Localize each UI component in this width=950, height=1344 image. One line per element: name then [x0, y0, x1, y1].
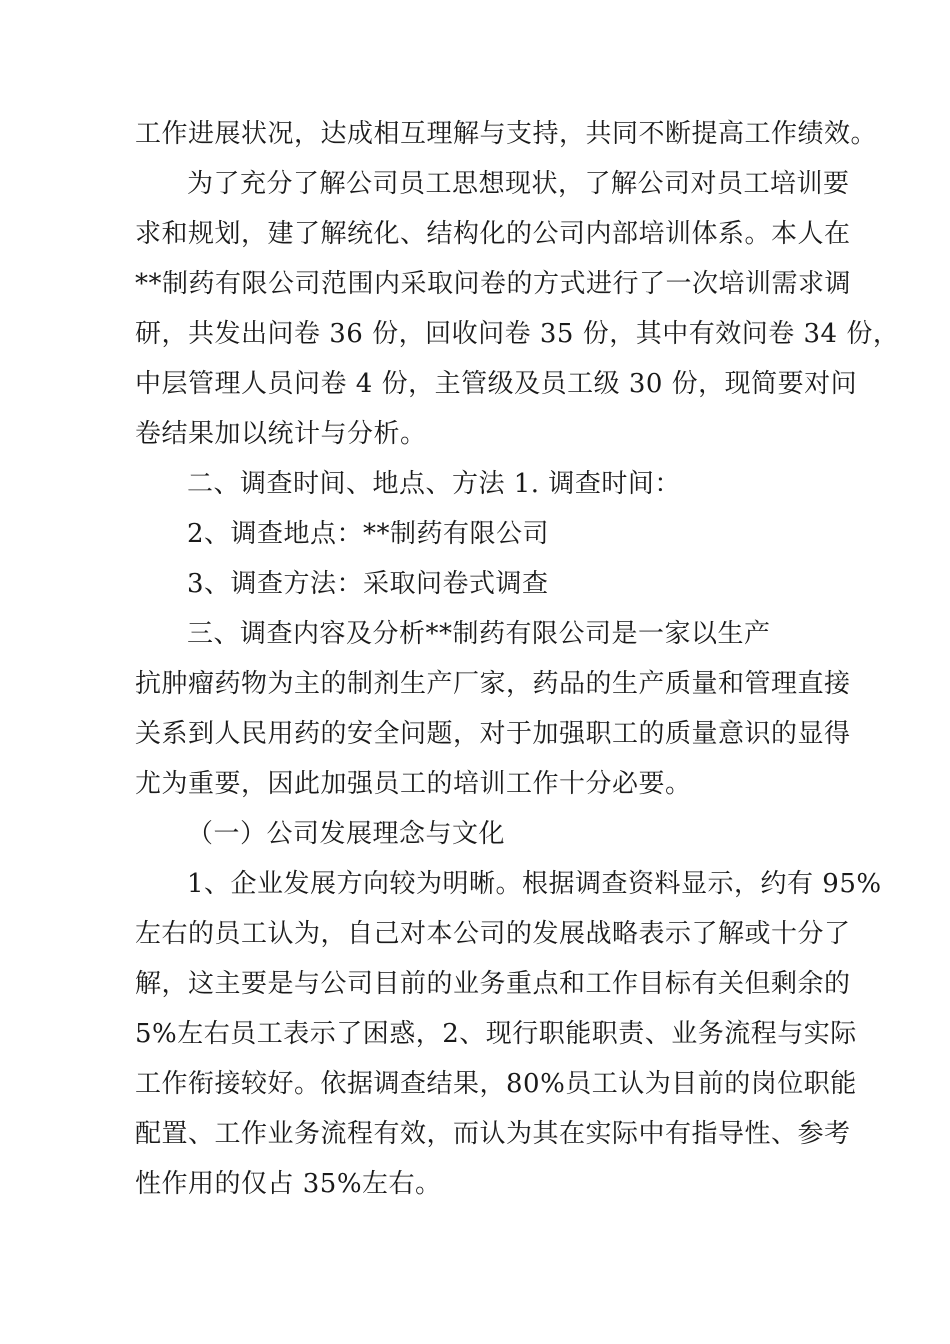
text-line: 中层管理人员问卷 4 份，主管级及员工级 30 份，现简要对问 — [135, 369, 858, 399]
text-line: 5%左右员工表示了困惑，2、现行职能职责、业务流程与实际 — [135, 1019, 857, 1049]
text-line: 工作进展状况，达成相互理解与支持，共同不断提高工作绩效。 — [135, 119, 878, 149]
text-line: 抗肿瘤药物为主的制剂生产厂家，药品的生产质量和管理直接 — [135, 669, 851, 699]
section-heading: 三、调查内容及分析**制药有限公司是一家以生产 — [187, 619, 771, 649]
text-line: **制药有限公司范围内采取问卷的方式进行了一次培训需求调 — [135, 269, 852, 299]
section-heading: 二、调查时间、地点、方法 1. 调查时间： — [187, 469, 681, 499]
text-line: 为了充分了解公司员工思想现状，了解公司对员工培训要 — [187, 169, 850, 199]
text-line: 解，这主要是与公司目前的业务重点和工作目标有关但剩余的 — [135, 969, 851, 999]
text-line: 1、企业发展方向较为明晰。根据调查资料显示，约有 95% — [187, 869, 882, 899]
text-line: 尤为重要，因此加强员工的培训工作十分必要。 — [135, 769, 692, 799]
text-line: 性作用的仅占 35%左右。 — [135, 1169, 442, 1199]
text-line: 求和规划，建了解统化、结构化的公司内部培训体系。本人在 — [135, 219, 851, 249]
text-line: 关系到人民用药的安全问题，对于加强职工的质量意识的显得 — [135, 719, 851, 749]
text-line: 2、调查地点：**制药有限公司 — [187, 519, 550, 549]
text-line: 工作衔接较好。依据调查结果，80%员工认为目前的岗位职能 — [135, 1069, 857, 1099]
text-line: 左右的员工认为，自己对本公司的发展战略表示了解或十分了 — [135, 919, 851, 949]
text-line: 卷结果加以统计与分析。 — [135, 419, 427, 449]
text-line: 3、调查方法：采取问卷式调查 — [187, 569, 549, 599]
text-line: 配置、工作业务流程有效，而认为其在实际中有指导性、参考 — [135, 1119, 851, 1149]
text-line: 研，共发出问卷 36 份，回收问卷 35 份，其中有效问卷 34 份， — [135, 319, 900, 349]
subsection-heading: （一）公司发展理念与文化 — [187, 819, 506, 849]
